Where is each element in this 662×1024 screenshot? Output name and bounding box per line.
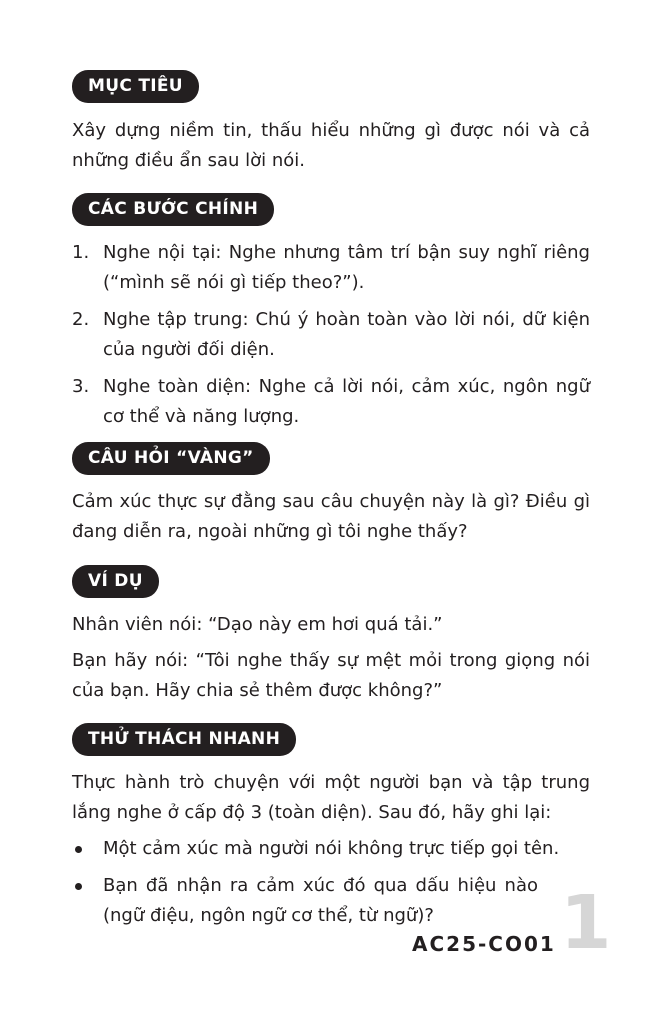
- example-line-employee: Nhân viên nói: “Dạo này em hơi quá tải.”: [72, 614, 443, 635]
- steps-list: [72, 238, 590, 432]
- step-item: [72, 305, 590, 365]
- section-label-example: VÍ DỤ: [72, 565, 159, 598]
- challenge-bullet-item: [72, 834, 590, 864]
- objective-text: Xây dựng niềm tin, thấu hiểu những gì được nói và cả những điều ẩn sau lời nói.: [72, 120, 590, 171]
- example-line-response: Bạn hãy nói: “Tôi nghe thấy sự mệt mỏi trong giọng nói của bạn. Hãy chia sẻ thêm được không?”: [72, 650, 590, 701]
- step-text: Nghe nội tại: Nghe nhưng tâm trí bận suy nghĩ riêng (“mình sẽ nói gì tiếp theo?”).: [103, 242, 590, 293]
- bullet-dot-icon: [75, 883, 82, 890]
- step-number: 1.: [72, 242, 90, 263]
- step-item: [72, 372, 590, 432]
- section-label-quick-challenge: THỬ THÁCH NHANH: [72, 723, 296, 756]
- card-page: [72, 0, 612, 1024]
- quick-challenge-text: Thực hành trò chuyện với một người bạn và tập trung lắng nghe ở cấp độ 3 (toàn diện). Sau đó, hãy ghi lại:: [72, 772, 590, 823]
- step-number: 2.: [72, 309, 90, 330]
- challenge-bullet-text: Một cảm xúc mà người nói không trực tiếp gọi tên.: [103, 838, 560, 859]
- section-label-objective: MỤC TIÊU: [72, 70, 199, 103]
- step-number: 3.: [72, 376, 90, 397]
- challenge-bullet-item: [72, 871, 590, 931]
- card-code: AC25-CO01: [412, 932, 556, 956]
- step-item: [72, 238, 590, 298]
- section-label-steps: CÁC BƯỚC CHÍNH: [72, 193, 274, 226]
- golden-question-text: Cảm xúc thực sự đằng sau câu chuyện này là gì? Điều gì đang diễn ra, ngoài những gì tôi nghe thấy?: [72, 491, 590, 542]
- section-label-golden-question: CÂU HỎI “VÀNG”: [72, 442, 270, 475]
- challenge-bullet-list: [72, 834, 590, 931]
- bullet-dot-icon: [75, 846, 82, 853]
- challenge-bullet-text: Bạn đã nhận ra cảm xúc đó qua dấu hiệu nào (ngữ điệu, ngôn ngữ cơ thể, từ ngữ)?: [103, 875, 538, 926]
- step-text: Nghe tập trung: Chú ý hoàn toàn vào lời nói, dữ kiện của người đối diện.: [103, 309, 590, 360]
- step-text: Nghe toàn diện: Nghe cả lời nói, cảm xúc, ngôn ngữ cơ thể và năng lượng.: [103, 376, 590, 427]
- page-number: 1: [560, 880, 612, 966]
